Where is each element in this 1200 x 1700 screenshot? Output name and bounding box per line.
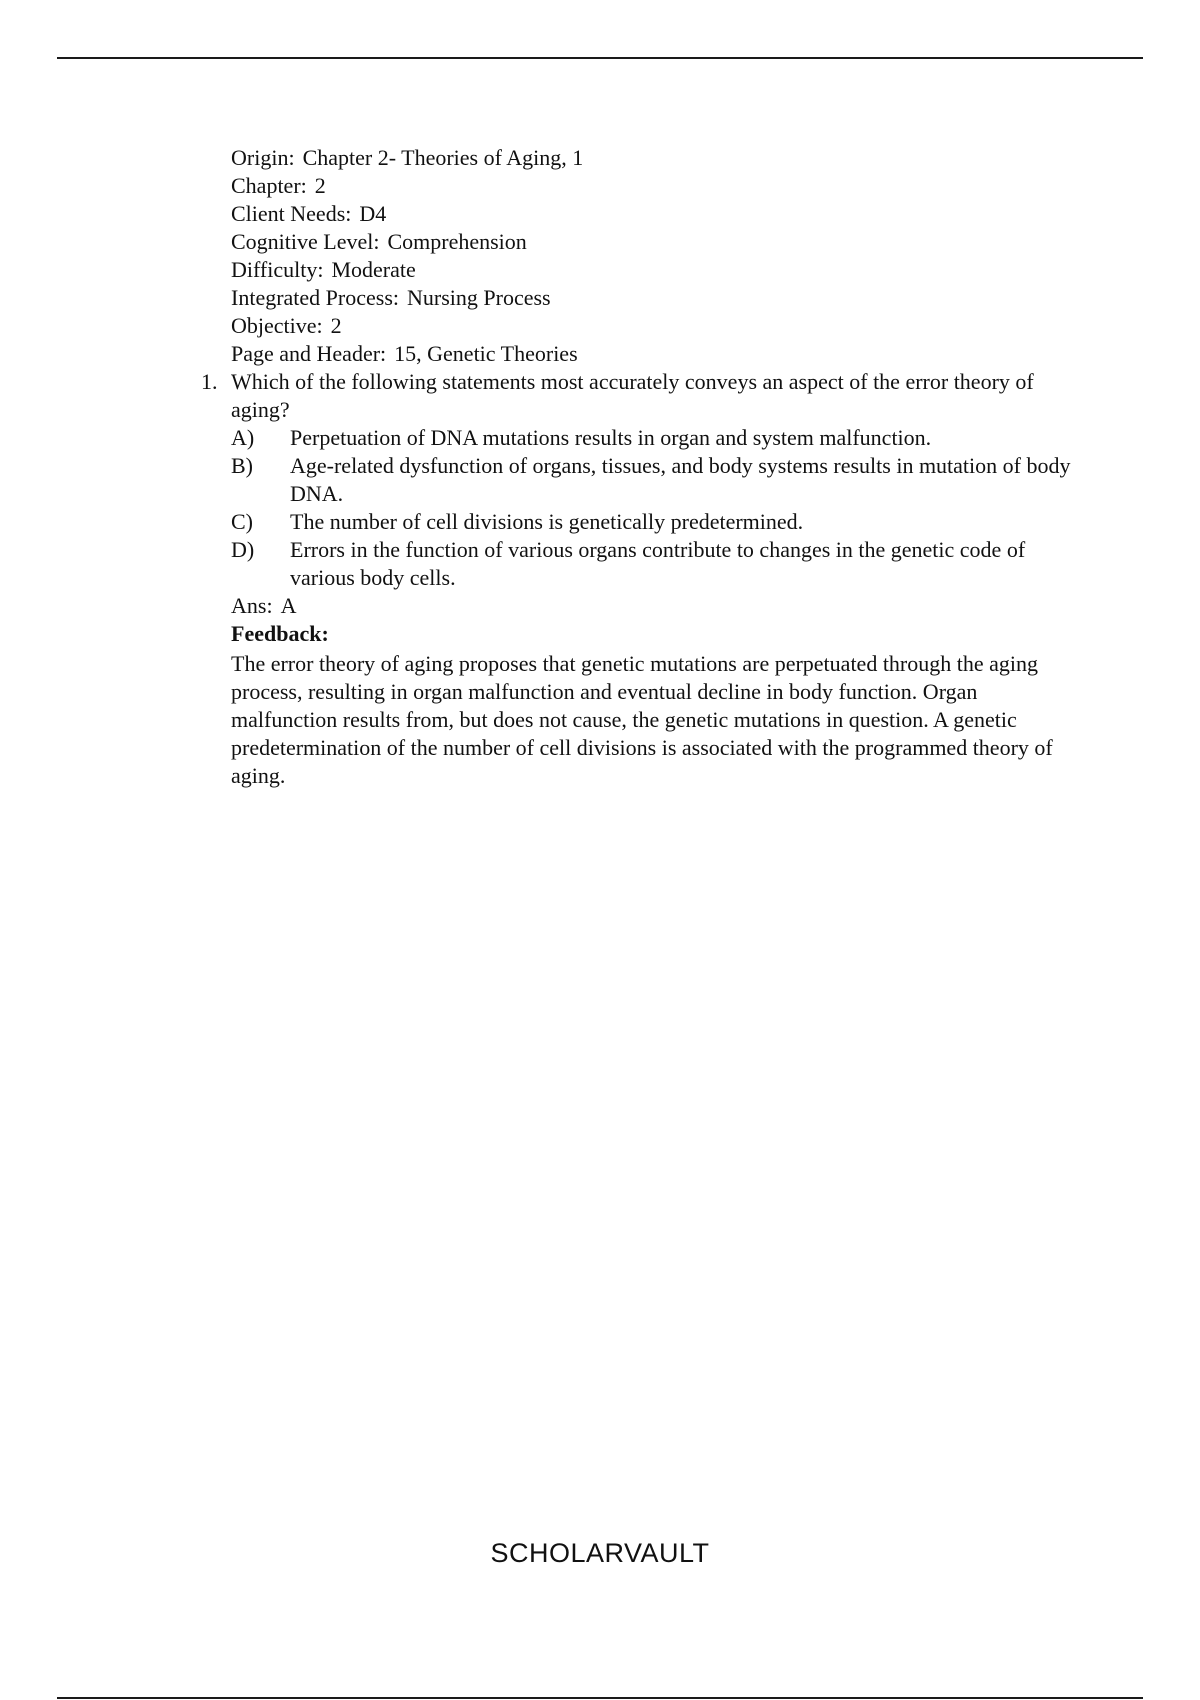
feedback-text: The error theory of aging proposes that genetic mutations are perpetuated through the aging process, resulting in organ malfunction and eventual decline in body function. Organ malfunction results from, but does not cause, the genetic mutations in question. A genetic predetermination of the number of cell divisions is associated with the programmed theory of aging.	[231, 651, 1053, 788]
option-text: Perpetuation of DNA mutations results in organ and system malfunction.	[290, 425, 932, 450]
option-text: Errors in the function of various organs contribute to changes in the genetic code of various body cells.	[290, 537, 1026, 590]
answer-label: Ans:	[231, 593, 273, 618]
metadata-difficulty: Difficulty: Moderate	[231, 257, 416, 282]
option-text: Age-related dysfunction of organs, tissues, and body systems results in mutation of body DNA.	[290, 453, 1071, 506]
question-number: 1.	[201, 369, 218, 394]
option-text: The number of cell divisions is genetically predetermined.	[290, 509, 804, 534]
answer-line	[231, 592, 1071, 620]
footer-brand: SCHOLARVAULT	[490, 1538, 710, 1568]
question-document	[201, 144, 1071, 790]
feedback-heading: Feedback:	[231, 621, 329, 646]
metadata-origin: Origin: Chapter 2- Theories of Aging, 1	[231, 145, 584, 170]
bottom-rule	[57, 1697, 1143, 1699]
metadata-page-and-header: Page and Header: 15, Genetic Theories	[231, 341, 578, 366]
option-letter: D)	[231, 537, 255, 562]
metadata-integrated-process: Integrated Process: Nursing Process	[231, 285, 551, 310]
option-b	[231, 452, 1082, 508]
question-metadata	[231, 144, 1071, 368]
question-stem: Which of the following statements most accurately conveys an aspect of the error theory of aging?	[231, 369, 1034, 422]
question-block	[201, 368, 1071, 790]
option-c	[231, 508, 1082, 536]
metadata-cognitive-level: Cognitive Level: Comprehension	[231, 229, 527, 254]
metadata-client-needs: Client Needs: D4	[231, 201, 387, 226]
metadata-chapter: Chapter: 2	[231, 173, 326, 198]
option-d	[231, 536, 1082, 592]
answer-value: A	[280, 593, 297, 618]
top-rule	[57, 57, 1143, 59]
option-a	[231, 424, 1082, 452]
option-letter: B)	[231, 453, 253, 478]
answer-options	[231, 424, 1071, 592]
option-letter: A)	[231, 425, 255, 450]
option-letter: C)	[231, 509, 253, 534]
metadata-objective: Objective: 2	[231, 313, 342, 338]
